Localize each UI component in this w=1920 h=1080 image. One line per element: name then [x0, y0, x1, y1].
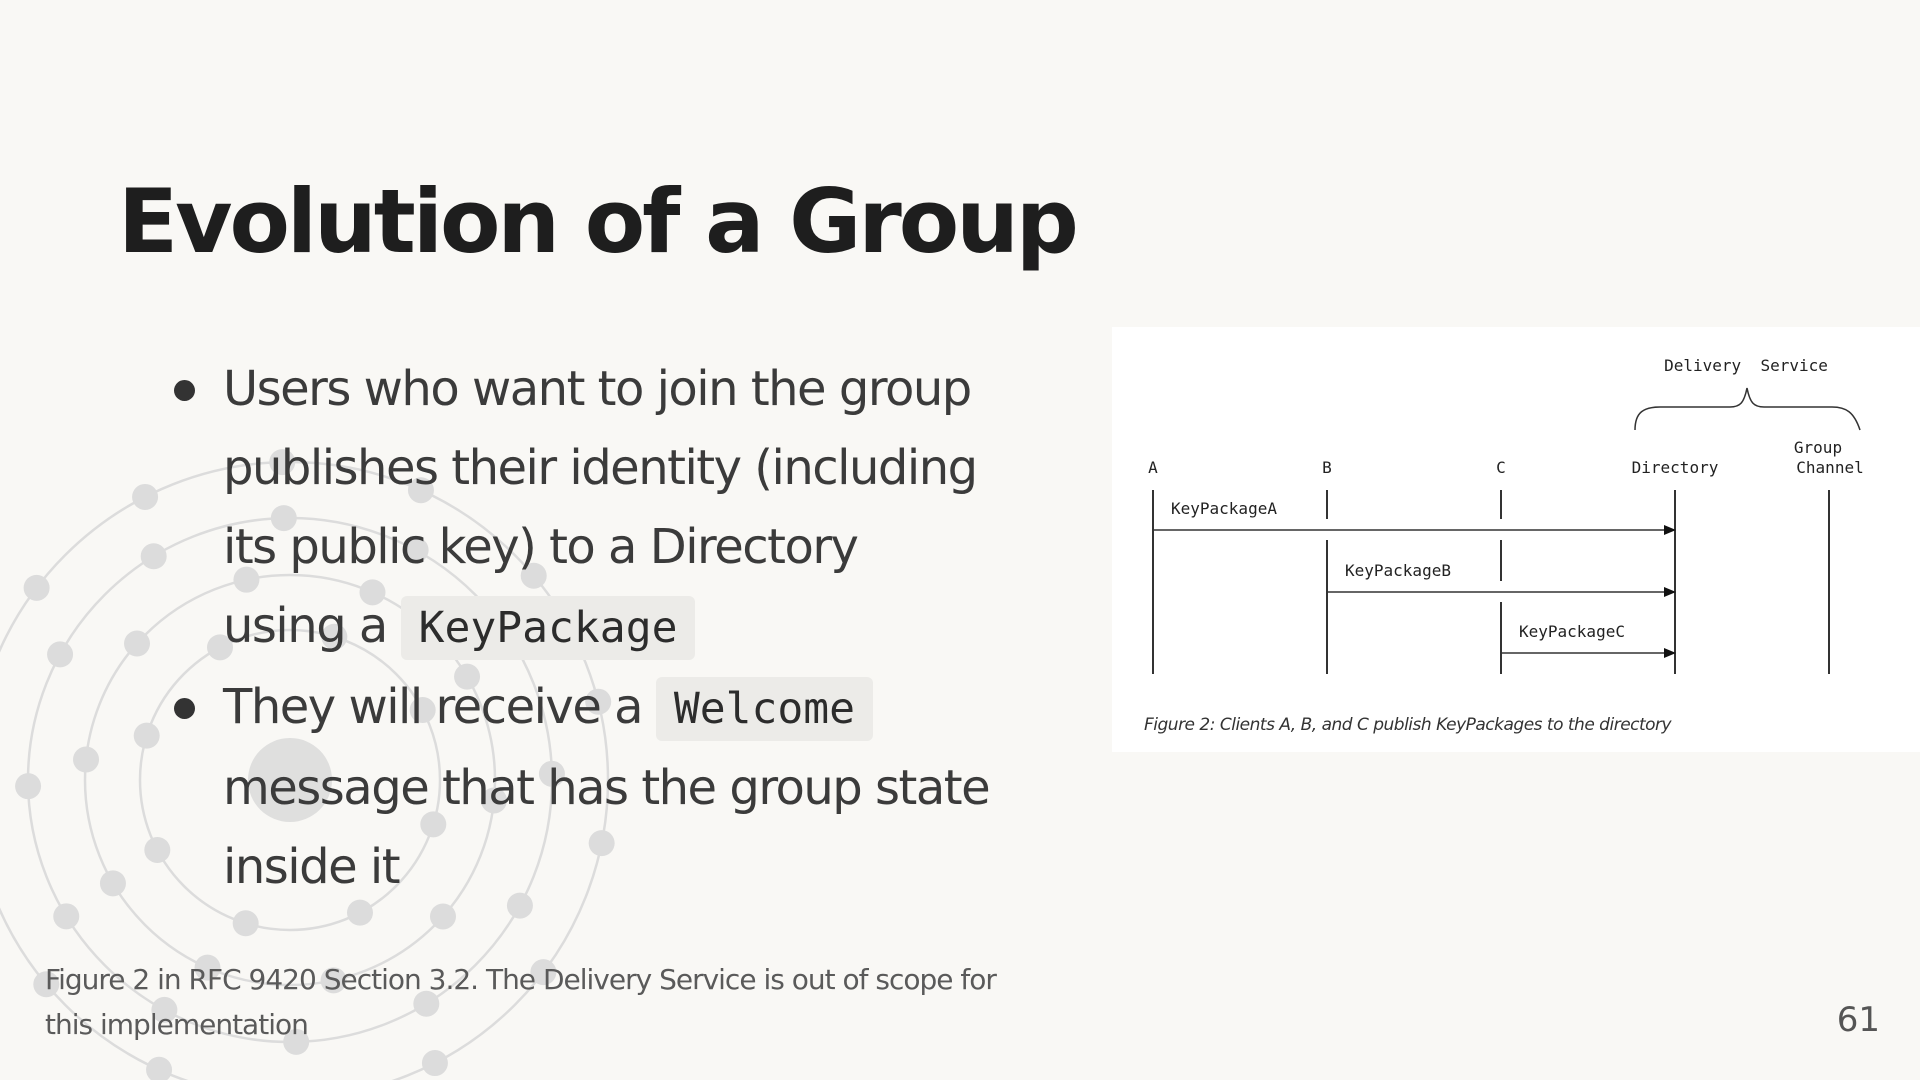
- orbit-dot: [141, 543, 167, 569]
- delivery-service-label: Delivery Service: [1664, 356, 1828, 375]
- message-keypackage-a-label: KeyPackageA: [1171, 499, 1277, 518]
- orbit-dot: [53, 903, 79, 929]
- bullet-dot-icon: [174, 698, 195, 719]
- bullet-list: [170, 350, 990, 907]
- participant-c-label: C: [1496, 458, 1506, 477]
- bullet-dot-icon: [174, 380, 195, 401]
- sequence-diagram-svg: [1112, 327, 1920, 752]
- participant-b-label: B: [1322, 458, 1332, 477]
- diagram-caption: Figure 2: Clients A, B, and C publish KeyPackages to the directory: [1144, 715, 1672, 735]
- orbit-dot: [124, 631, 150, 657]
- keypackage-code: KeyPackage: [401, 596, 696, 660]
- bullet-2-text-after: message that has the group state inside it: [223, 760, 990, 895]
- bullet-item-1: [170, 350, 990, 668]
- orbit-dot: [144, 837, 170, 863]
- slide-footnote: Figure 2 in RFC 9420 Section 3.2. The Delivery Service is out of scope for this implementation: [45, 963, 996, 1041]
- sequence-diagram: [1112, 327, 1920, 752]
- bullet-2-text-before: They will receive a: [223, 679, 643, 735]
- orbit-dot: [422, 1050, 448, 1076]
- orbit-dot: [134, 723, 160, 749]
- participant-group-channel-label-1: Group: [1793, 438, 1843, 457]
- orbit-dot: [146, 1057, 172, 1080]
- delivery-service-brace: [1635, 388, 1860, 430]
- orbit-dot: [73, 747, 99, 773]
- orbit-dot: [15, 773, 41, 799]
- orbit-dot: [233, 910, 259, 936]
- orbit-dot: [132, 484, 158, 510]
- slide-title: Evolution of a Group: [118, 170, 1076, 273]
- orbit-dot: [100, 870, 126, 896]
- message-keypackage-b-label: KeyPackageB: [1345, 561, 1451, 580]
- page-number: 61: [1836, 1000, 1880, 1040]
- orbit-dot: [47, 641, 73, 667]
- message-keypackage-c-label: KeyPackageC: [1519, 622, 1625, 641]
- participant-group-channel-label-2: Channel: [1796, 458, 1864, 477]
- welcome-code: Welcome: [656, 677, 873, 741]
- orbit-dot: [430, 903, 456, 929]
- orbit-dot: [24, 575, 50, 601]
- participant-a-label: A: [1148, 458, 1158, 477]
- participant-directory-label: Directory: [1631, 458, 1719, 477]
- bullet-1-text: Users who want to join the group publishes their identity (including its public key) to a Directory using a: [223, 361, 977, 654]
- bullet-item-2: [170, 668, 990, 907]
